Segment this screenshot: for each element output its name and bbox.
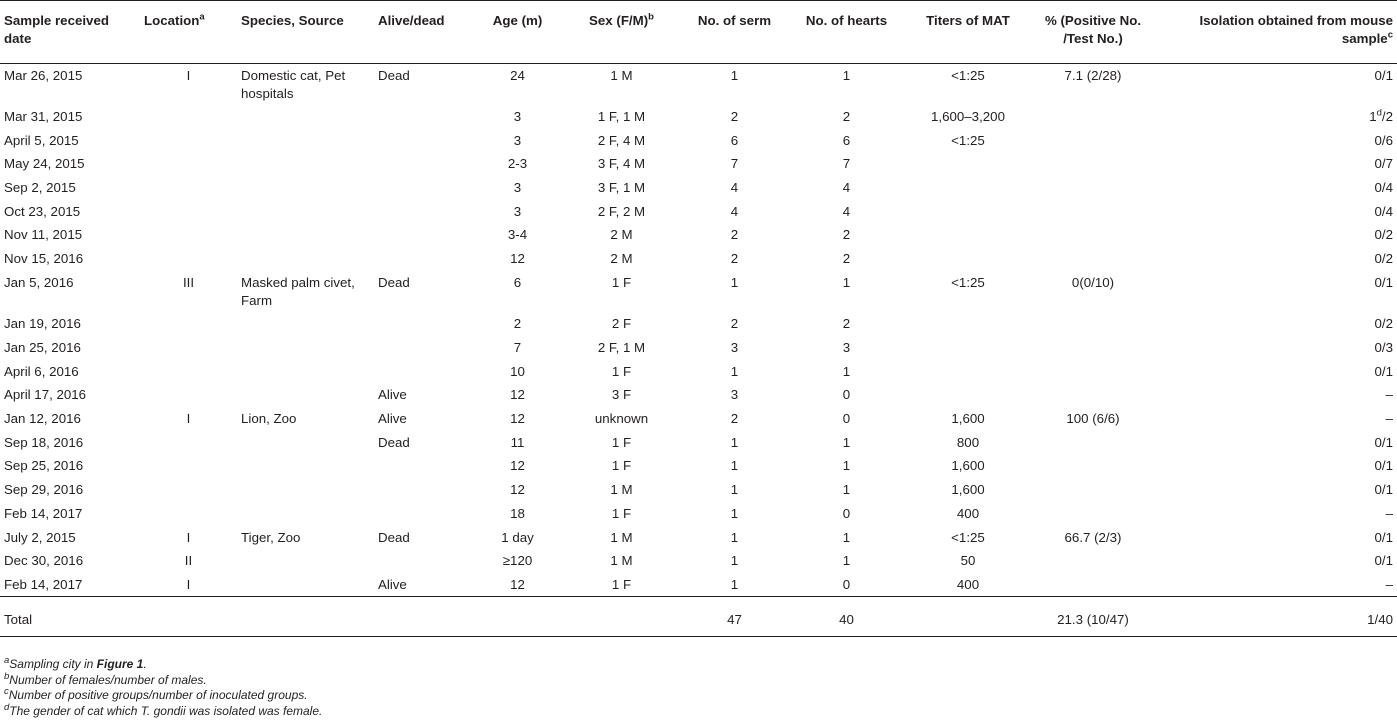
cell-date: Jan 25, 2016 xyxy=(4,340,81,355)
table-row xyxy=(0,478,1397,502)
table-row xyxy=(0,573,1397,597)
cell-age: 2-3 xyxy=(507,156,528,172)
cell-loc xyxy=(140,176,237,200)
cell-date: July 2, 2015 xyxy=(4,529,76,545)
cell-species: Masked palm civet, Farm xyxy=(241,274,355,308)
total-cell-alive xyxy=(374,597,471,637)
cell-serm: 1 xyxy=(730,363,739,379)
total-cell-iso: 1/40 xyxy=(1153,597,1397,637)
cell-date: Sep 25, 2016 xyxy=(4,458,84,474)
header-sex: Sex $(F/M)^b$ xyxy=(564,1,679,64)
cell-age: 3 xyxy=(513,203,522,219)
cell-pct xyxy=(1033,129,1153,153)
table-row xyxy=(0,271,1397,313)
cell-species: Tiger, Zoo xyxy=(241,529,301,545)
cell-iso: 0/1 xyxy=(1374,274,1393,290)
footnote-a: $^a$Sampling city in Figure 1. xyxy=(4,655,147,671)
cell-alive: Alive xyxy=(378,576,407,592)
header-row xyxy=(0,1,1397,64)
table-row xyxy=(0,383,1397,407)
header-alive: Alive/dead xyxy=(374,1,471,64)
cell-date: Sep 18, 2016 xyxy=(4,434,84,450)
cell-hearts: 6 xyxy=(842,132,851,148)
cell-serm: 2 xyxy=(730,411,739,427)
total-cell-species xyxy=(237,597,374,637)
cell-mat: 1,600 xyxy=(951,458,985,474)
cell-mat: <1:25 xyxy=(951,529,985,545)
cell-serm: 3 xyxy=(730,340,739,355)
total-cell-hearts: 40 xyxy=(790,597,903,637)
table-row xyxy=(0,105,1397,129)
cell-alive xyxy=(374,478,471,502)
cell-alive xyxy=(374,223,471,247)
cell-date: Nov 15, 2016 xyxy=(4,251,84,267)
footnote-d: $^d$The gender of cat which T. gondii was isolated was female. xyxy=(4,701,323,718)
cell-pct xyxy=(1033,105,1153,129)
header-serm: No. of serm xyxy=(679,1,790,64)
cell-serm: 1 xyxy=(730,576,739,592)
total-cell-pct: 21.3 (10/47) xyxy=(1033,597,1153,637)
cell-pct xyxy=(1033,152,1153,176)
total-cell-sex xyxy=(564,597,679,637)
cell-pct xyxy=(1033,176,1153,200)
cell-species xyxy=(237,247,374,271)
cell-species xyxy=(237,431,374,455)
cell-species xyxy=(237,176,374,200)
cell-species xyxy=(237,312,374,336)
cell-age: 12 xyxy=(510,458,525,474)
table-row xyxy=(0,502,1397,526)
cell-age: 7 xyxy=(513,340,522,355)
cell-pct: 7.1 (2/28) xyxy=(1064,68,1122,83)
cell-serm: 6 xyxy=(730,132,739,148)
header-species: Species, Source xyxy=(237,1,374,64)
header-isolation: Isolation obtained from mouse sample$^c$ xyxy=(1153,1,1397,64)
cell-sex: 2 F, 4 M xyxy=(597,132,646,148)
table-body xyxy=(0,64,1397,637)
cell-pct xyxy=(1033,223,1153,247)
cell-serm: 2 xyxy=(730,109,739,124)
cell-date: April 5, 2015 xyxy=(4,132,79,148)
cell-pct xyxy=(1033,312,1153,336)
cell-pct xyxy=(1033,247,1153,271)
cell-loc xyxy=(140,223,237,247)
cell-mat: <1:25 xyxy=(951,68,985,83)
cell-hearts: 0 xyxy=(842,576,851,592)
cell-date: Feb 14, 2017 xyxy=(4,505,83,521)
cell-serm: 1 xyxy=(730,529,739,545)
cell-mat xyxy=(903,336,1033,360)
cell-sex: unknown xyxy=(594,411,649,427)
cell-pct xyxy=(1033,502,1153,526)
cell-iso: 0/1 xyxy=(1374,458,1393,474)
total-cell-age xyxy=(471,597,564,637)
cell-hearts: 1 xyxy=(842,529,851,545)
cell-age: 10 xyxy=(510,363,525,379)
cell-iso: 0/1 xyxy=(1374,553,1393,569)
cell-hearts: 1 xyxy=(842,482,851,498)
cell-mat: 1,600–3,200 xyxy=(931,109,1005,124)
header-age: Age (m) xyxy=(471,1,564,64)
cell-iso: 0/6 xyxy=(1374,132,1393,148)
cell-alive xyxy=(374,312,471,336)
cell-sex: 1 F xyxy=(611,576,632,592)
cell-iso: – xyxy=(1385,411,1393,427)
table-row xyxy=(0,431,1397,455)
cell-loc: I xyxy=(186,411,191,427)
cell-loc xyxy=(140,383,237,407)
cell-iso: 0/1 xyxy=(1374,482,1393,498)
cell-loc xyxy=(140,431,237,455)
cell-hearts: 1 xyxy=(842,68,851,83)
cell-age: 1 day xyxy=(501,529,534,545)
cell-date: Mar 26, 2015 xyxy=(4,68,83,83)
cell-iso: 0/1 xyxy=(1374,434,1393,450)
cell-alive xyxy=(374,336,471,360)
cell-pct xyxy=(1033,478,1153,502)
cell-mat xyxy=(903,312,1033,336)
cell-date: Mar 31, 2015 xyxy=(4,109,83,124)
table-row xyxy=(0,336,1397,360)
cell-iso: 0/1 xyxy=(1374,529,1393,545)
cell-mat: <1:25 xyxy=(951,132,985,148)
cell-iso: 0/2 xyxy=(1374,227,1393,243)
cell-species xyxy=(237,336,374,360)
table-row xyxy=(0,152,1397,176)
cell-iso: – xyxy=(1385,505,1393,521)
cell-mat xyxy=(903,152,1033,176)
cell-age: 3 xyxy=(513,180,522,196)
cell-hearts: 2 xyxy=(842,251,851,267)
cell-date: Nov 11, 2015 xyxy=(4,227,83,243)
total-cell-serm: 47 xyxy=(679,597,790,637)
cell-alive xyxy=(374,200,471,224)
cell-serm: 2 xyxy=(730,227,739,243)
table-row xyxy=(0,360,1397,384)
cell-iso: – xyxy=(1385,576,1393,592)
cell-species: Lion, Zoo xyxy=(241,411,297,427)
cell-mat: 400 xyxy=(956,576,980,592)
cell-sex: 1 F xyxy=(611,363,632,379)
cell-age: ≥120 xyxy=(502,553,533,569)
cell-species xyxy=(237,478,374,502)
header-hearts: No. of hearts xyxy=(790,1,903,64)
cell-alive xyxy=(374,360,471,384)
cell-loc xyxy=(140,360,237,384)
cell-hearts: 3 xyxy=(842,340,851,355)
cell-sex: 1 F xyxy=(611,505,632,521)
table-row xyxy=(0,454,1397,478)
cell-sex: 1 M xyxy=(610,68,633,83)
cell-serm: 1 xyxy=(730,434,739,450)
cell-species xyxy=(237,223,374,247)
cell-mat: 1,600 xyxy=(951,482,985,498)
cell-alive: Alive xyxy=(378,387,407,403)
cell-loc xyxy=(140,502,237,526)
cell-alive: Alive xyxy=(378,411,407,427)
cell-iso: 0/4 xyxy=(1374,203,1393,219)
cell-sex: 3 F xyxy=(611,387,632,403)
cell-alive: Dead xyxy=(378,529,410,545)
cell-serm: 1 xyxy=(730,68,739,83)
cell-iso: 0/2 xyxy=(1374,251,1393,267)
cell-species xyxy=(237,549,374,573)
cell-species xyxy=(237,129,374,153)
cell-sex: 2 F, 1 M xyxy=(597,340,646,355)
cell-date: Jan 19, 2016 xyxy=(4,316,81,332)
cell-iso: 0/4 xyxy=(1374,180,1393,196)
cell-age: 3 xyxy=(513,132,522,148)
cell-sex: 2 M xyxy=(610,251,633,267)
cell-alive xyxy=(374,105,471,129)
cell-age: 12 xyxy=(510,411,525,427)
cell-serm: 3 xyxy=(730,387,739,403)
cell-mat xyxy=(903,247,1033,271)
cell-loc xyxy=(140,454,237,478)
cell-hearts: 1 xyxy=(842,274,851,290)
table-row xyxy=(0,200,1397,224)
cell-date: Jan 12, 2016 xyxy=(4,411,81,427)
cell-serm: 7 xyxy=(730,156,739,172)
cell-sex: 1 M xyxy=(610,553,633,569)
header-mat: Titers of MAT xyxy=(903,1,1033,64)
table-row xyxy=(0,312,1397,336)
table-row xyxy=(0,407,1397,431)
cell-sex: 1 M xyxy=(610,529,633,545)
cell-sex: 1 M xyxy=(610,482,633,498)
header-pct: % (Positive No. /Test No.) xyxy=(1033,1,1153,64)
cell-date: Feb 14, 2017 xyxy=(4,576,83,592)
total-cell-loc xyxy=(140,597,237,637)
cell-mat: 800 xyxy=(956,434,980,450)
cell-sex: 2 F, 2 M xyxy=(597,203,646,219)
footnote-c: $^c$Number of positive groups/number of inoculated groups. xyxy=(4,686,308,702)
cell-hearts: 4 xyxy=(842,203,851,219)
cell-hearts: 1 xyxy=(842,434,851,450)
cell-alive: Dead xyxy=(378,274,410,290)
cell-date: Sep 29, 2016 xyxy=(4,482,84,498)
cell-loc xyxy=(140,129,237,153)
cell-alive: Dead xyxy=(378,434,410,450)
cell-alive xyxy=(374,152,471,176)
cell-loc xyxy=(140,105,237,129)
table-row xyxy=(0,176,1397,200)
cell-hearts: 4 xyxy=(842,180,851,196)
cell-alive xyxy=(374,502,471,526)
cell-mat: <1:25 xyxy=(951,274,985,290)
cell-date: April 6, 2016 xyxy=(4,363,79,379)
cell-mat xyxy=(903,360,1033,384)
cell-hearts: 0 xyxy=(842,387,851,403)
cell-sex: 1 F xyxy=(611,434,632,450)
cell-serm: 1 xyxy=(730,458,739,474)
cell-pct xyxy=(1033,431,1153,455)
total-cell-date: Total xyxy=(0,597,140,637)
cell-serm: 1 xyxy=(730,274,739,290)
cell-iso: 0/2 xyxy=(1374,316,1393,332)
cell-pct xyxy=(1033,200,1153,224)
cell-mat xyxy=(903,383,1033,407)
cell-sex: 3 F, 1 M xyxy=(597,180,646,196)
cell-species xyxy=(237,360,374,384)
cell-age: 3 xyxy=(513,109,522,124)
cell-hearts: 1 xyxy=(842,458,851,474)
cell-iso: 0/1 xyxy=(1374,68,1393,83)
cell-loc xyxy=(140,152,237,176)
table-row xyxy=(0,129,1397,153)
cell-mat xyxy=(903,176,1033,200)
cell-date: Dec 30, 2016 xyxy=(4,553,84,569)
cell-serm: 4 xyxy=(730,180,739,196)
table-row xyxy=(0,247,1397,271)
cell-hearts: 1 xyxy=(842,363,851,379)
cell-age: 12 xyxy=(510,576,525,592)
cell-hearts: 0 xyxy=(842,505,851,521)
cell-pct: 100 (6/6) xyxy=(1066,411,1120,427)
total-row xyxy=(0,597,1397,637)
cell-loc xyxy=(140,200,237,224)
cell-sex: 1 F, 1 M xyxy=(597,109,646,124)
cell-loc: I xyxy=(186,529,191,545)
cell-alive xyxy=(374,247,471,271)
cell-hearts: 1 xyxy=(842,553,851,569)
cell-alive xyxy=(374,129,471,153)
cell-serm: 2 xyxy=(730,316,739,332)
cell-alive xyxy=(374,549,471,573)
cell-species xyxy=(237,502,374,526)
footnote-b: $^b$Number of females/number of males. xyxy=(4,670,207,687)
cell-loc xyxy=(140,336,237,360)
cell-hearts: 0 xyxy=(842,411,851,427)
cell-pct: 66.7 (2/3) xyxy=(1064,529,1122,545)
cell-loc: I xyxy=(186,576,191,592)
cell-sex: 3 F, 4 M xyxy=(597,156,646,172)
cell-species xyxy=(237,383,374,407)
cell-serm: 1 xyxy=(730,505,739,521)
cell-date: Oct 23, 2015 xyxy=(4,203,81,219)
cell-species xyxy=(237,152,374,176)
cell-species xyxy=(237,573,374,597)
cell-serm: 4 xyxy=(730,203,739,219)
cell-mat: 400 xyxy=(956,505,980,521)
cell-loc xyxy=(140,247,237,271)
total-cell-mat xyxy=(903,597,1033,637)
cell-hearts: 2 xyxy=(842,227,851,243)
cell-sex: 1 F xyxy=(611,274,632,290)
cell-iso: 1$^d$/2 xyxy=(1369,107,1393,124)
cell-pct xyxy=(1033,573,1153,597)
cell-pct xyxy=(1033,549,1153,573)
cell-date: Jan 5, 2016 xyxy=(4,274,74,290)
cell-age: 6 xyxy=(513,274,522,290)
cell-age: 24 xyxy=(510,68,525,83)
cell-species xyxy=(237,105,374,129)
cell-age: 2 xyxy=(513,316,522,332)
cell-hearts: 2 xyxy=(842,109,851,124)
cell-loc xyxy=(140,478,237,502)
cell-iso: 0/7 xyxy=(1374,156,1393,172)
cell-mat xyxy=(903,200,1033,224)
table-row xyxy=(0,64,1397,106)
cell-serm: 1 xyxy=(730,553,739,569)
header-date: Sample received date xyxy=(0,1,140,64)
cell-loc: II xyxy=(184,553,193,569)
cell-iso: 0/1 xyxy=(1374,363,1393,379)
cell-age: 11 xyxy=(510,434,525,450)
cell-hearts: 7 xyxy=(842,156,851,172)
cell-age: 12 xyxy=(510,251,525,267)
cell-pct xyxy=(1033,454,1153,478)
cell-alive xyxy=(374,176,471,200)
cell-loc: I xyxy=(186,68,191,83)
cell-serm: 1 xyxy=(730,482,739,498)
table-row xyxy=(0,223,1397,247)
table-row xyxy=(0,549,1397,573)
cell-iso: – xyxy=(1385,387,1393,403)
cell-pct xyxy=(1033,336,1153,360)
cell-date: Sep 2, 2015 xyxy=(4,180,76,196)
cell-pct xyxy=(1033,360,1153,384)
cell-loc xyxy=(140,312,237,336)
table-row xyxy=(0,526,1397,550)
cell-species xyxy=(237,454,374,478)
cell-pct xyxy=(1033,383,1153,407)
cell-age: 12 xyxy=(510,482,525,498)
cell-mat: 50 xyxy=(960,553,976,569)
cell-age: 18 xyxy=(510,505,525,521)
cell-pct: 0(0/10) xyxy=(1071,274,1115,290)
cell-alive: Dead xyxy=(378,68,410,83)
cell-age: 12 xyxy=(510,387,525,403)
cell-serm: 2 xyxy=(730,251,739,267)
cell-species: Domestic cat, Pet hospitals xyxy=(241,68,346,101)
footnotes xyxy=(4,657,322,719)
cell-mat xyxy=(903,223,1033,247)
cell-loc: III xyxy=(182,274,195,290)
cell-age: 3-4 xyxy=(507,227,528,243)
cell-sex: 1 F xyxy=(611,458,632,474)
cell-species xyxy=(237,200,374,224)
cell-sex: 2 F xyxy=(611,316,632,332)
header-location: Location$^a$ xyxy=(140,1,237,64)
cell-iso: 0/3 xyxy=(1374,340,1393,355)
cell-alive xyxy=(374,454,471,478)
cell-date: May 24, 2015 xyxy=(4,156,85,172)
cell-hearts: 2 xyxy=(842,316,851,332)
cell-mat: 1,600 xyxy=(951,411,985,427)
cell-sex: 2 M xyxy=(610,227,633,243)
cell-date: April 17, 2016 xyxy=(4,387,87,403)
